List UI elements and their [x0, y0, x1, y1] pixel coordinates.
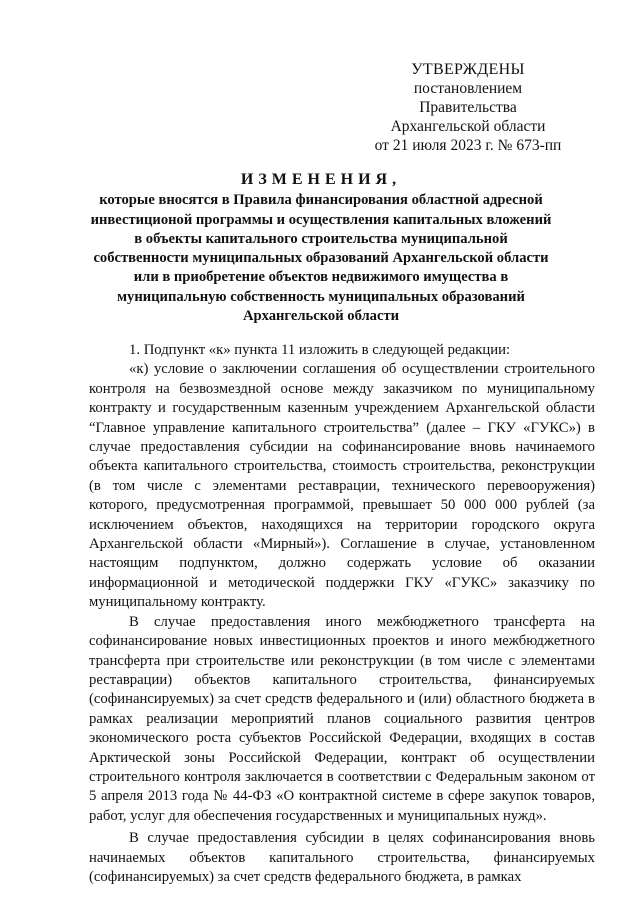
paragraph-4: В случае предоставления субсидии в целях софинансирования вновь начинаемых объектов капитального строительства, финансируемых (софинансируемых) за счет средств федерального бюджета, в рамках	[89, 830, 595, 885]
paragraph-1: 1. Подпункт «к» пункта 11 изложить в следующей редакции:	[129, 342, 511, 358]
document-body	[89, 341, 595, 887]
paragraph-2: «к) условие о заключении соглашения об осуществлении строительного контроля на безвозмездной основе между заказчиком по муниципальному контракту и государственным казенным учреждением Архангельской области “Главное управление капитального строительства” (далее – ГКУ «ГУКС») в случае предоставления субсидии на софинансирование вновь начинаемого объекта капитального строительства, стоимость строительства, реконструкции (в том числе с элементами реставрации, технического перевооружения) которого, предусмотренная программой, превышает 50 000 000 рублей (за исключением объектов, находящихся на территории городского округа Архангельской области «Мирный»). Соглашение в случае, установленном настоящим подпунктом, должно содержать условие об оказании информационной и методической поддержки ГКУ «ГУКС» заказчику по муниципальному контракту.	[89, 361, 595, 611]
paragraph-3: В случае предоставления иного межбюджетного трансферта на софинансирование новых инвестиционных проектов и иного межбюджетного трансферта при строительстве или реконструкции (в том числе с элементами реставрации) объектов капитального строительства, финансируемых (софинансируемых) за счет средств федерального и (или) областного бюджета в рамках реализации мероприятий планов социального развития центров экономического роста субъектов Российской Федерации, входящих в состав Арктической зоны Российской Федерации, контракт об осуществлении строительного контроля заключается в соответствии с Федеральным законом от 5 апреля 2013 года № 44-ФЗ «О контрактной системе в сфере закупок товаров, работ, услуг для обеспечения государственных и муниципальных нужд».	[89, 613, 595, 824]
approval-line-3: от 21 июля 2023 г. № 673-пп	[374, 137, 562, 154]
document-title-block	[88, 170, 554, 326]
approval-line-1: постановлением Правительства	[413, 80, 523, 116]
approval-stamp	[368, 60, 568, 155]
document-subtitle: которые вносятся в Правила финансирования областной адресной инвестиционой программы и осуществления капитальных вложений в объекты капитального строительства муниципальной собственности муниципальных образований Архангельской области или в приобретение объектов недвижимого имущества в муниципальную собственность муниципальных образований Архангельской области	[90, 192, 552, 325]
approval-line-2: Архангельской области	[390, 118, 546, 135]
approval-heading: УТВЕРЖДЕНЫ	[411, 61, 525, 78]
document-title: ИЗМЕНЕНИЯ,	[240, 171, 402, 188]
